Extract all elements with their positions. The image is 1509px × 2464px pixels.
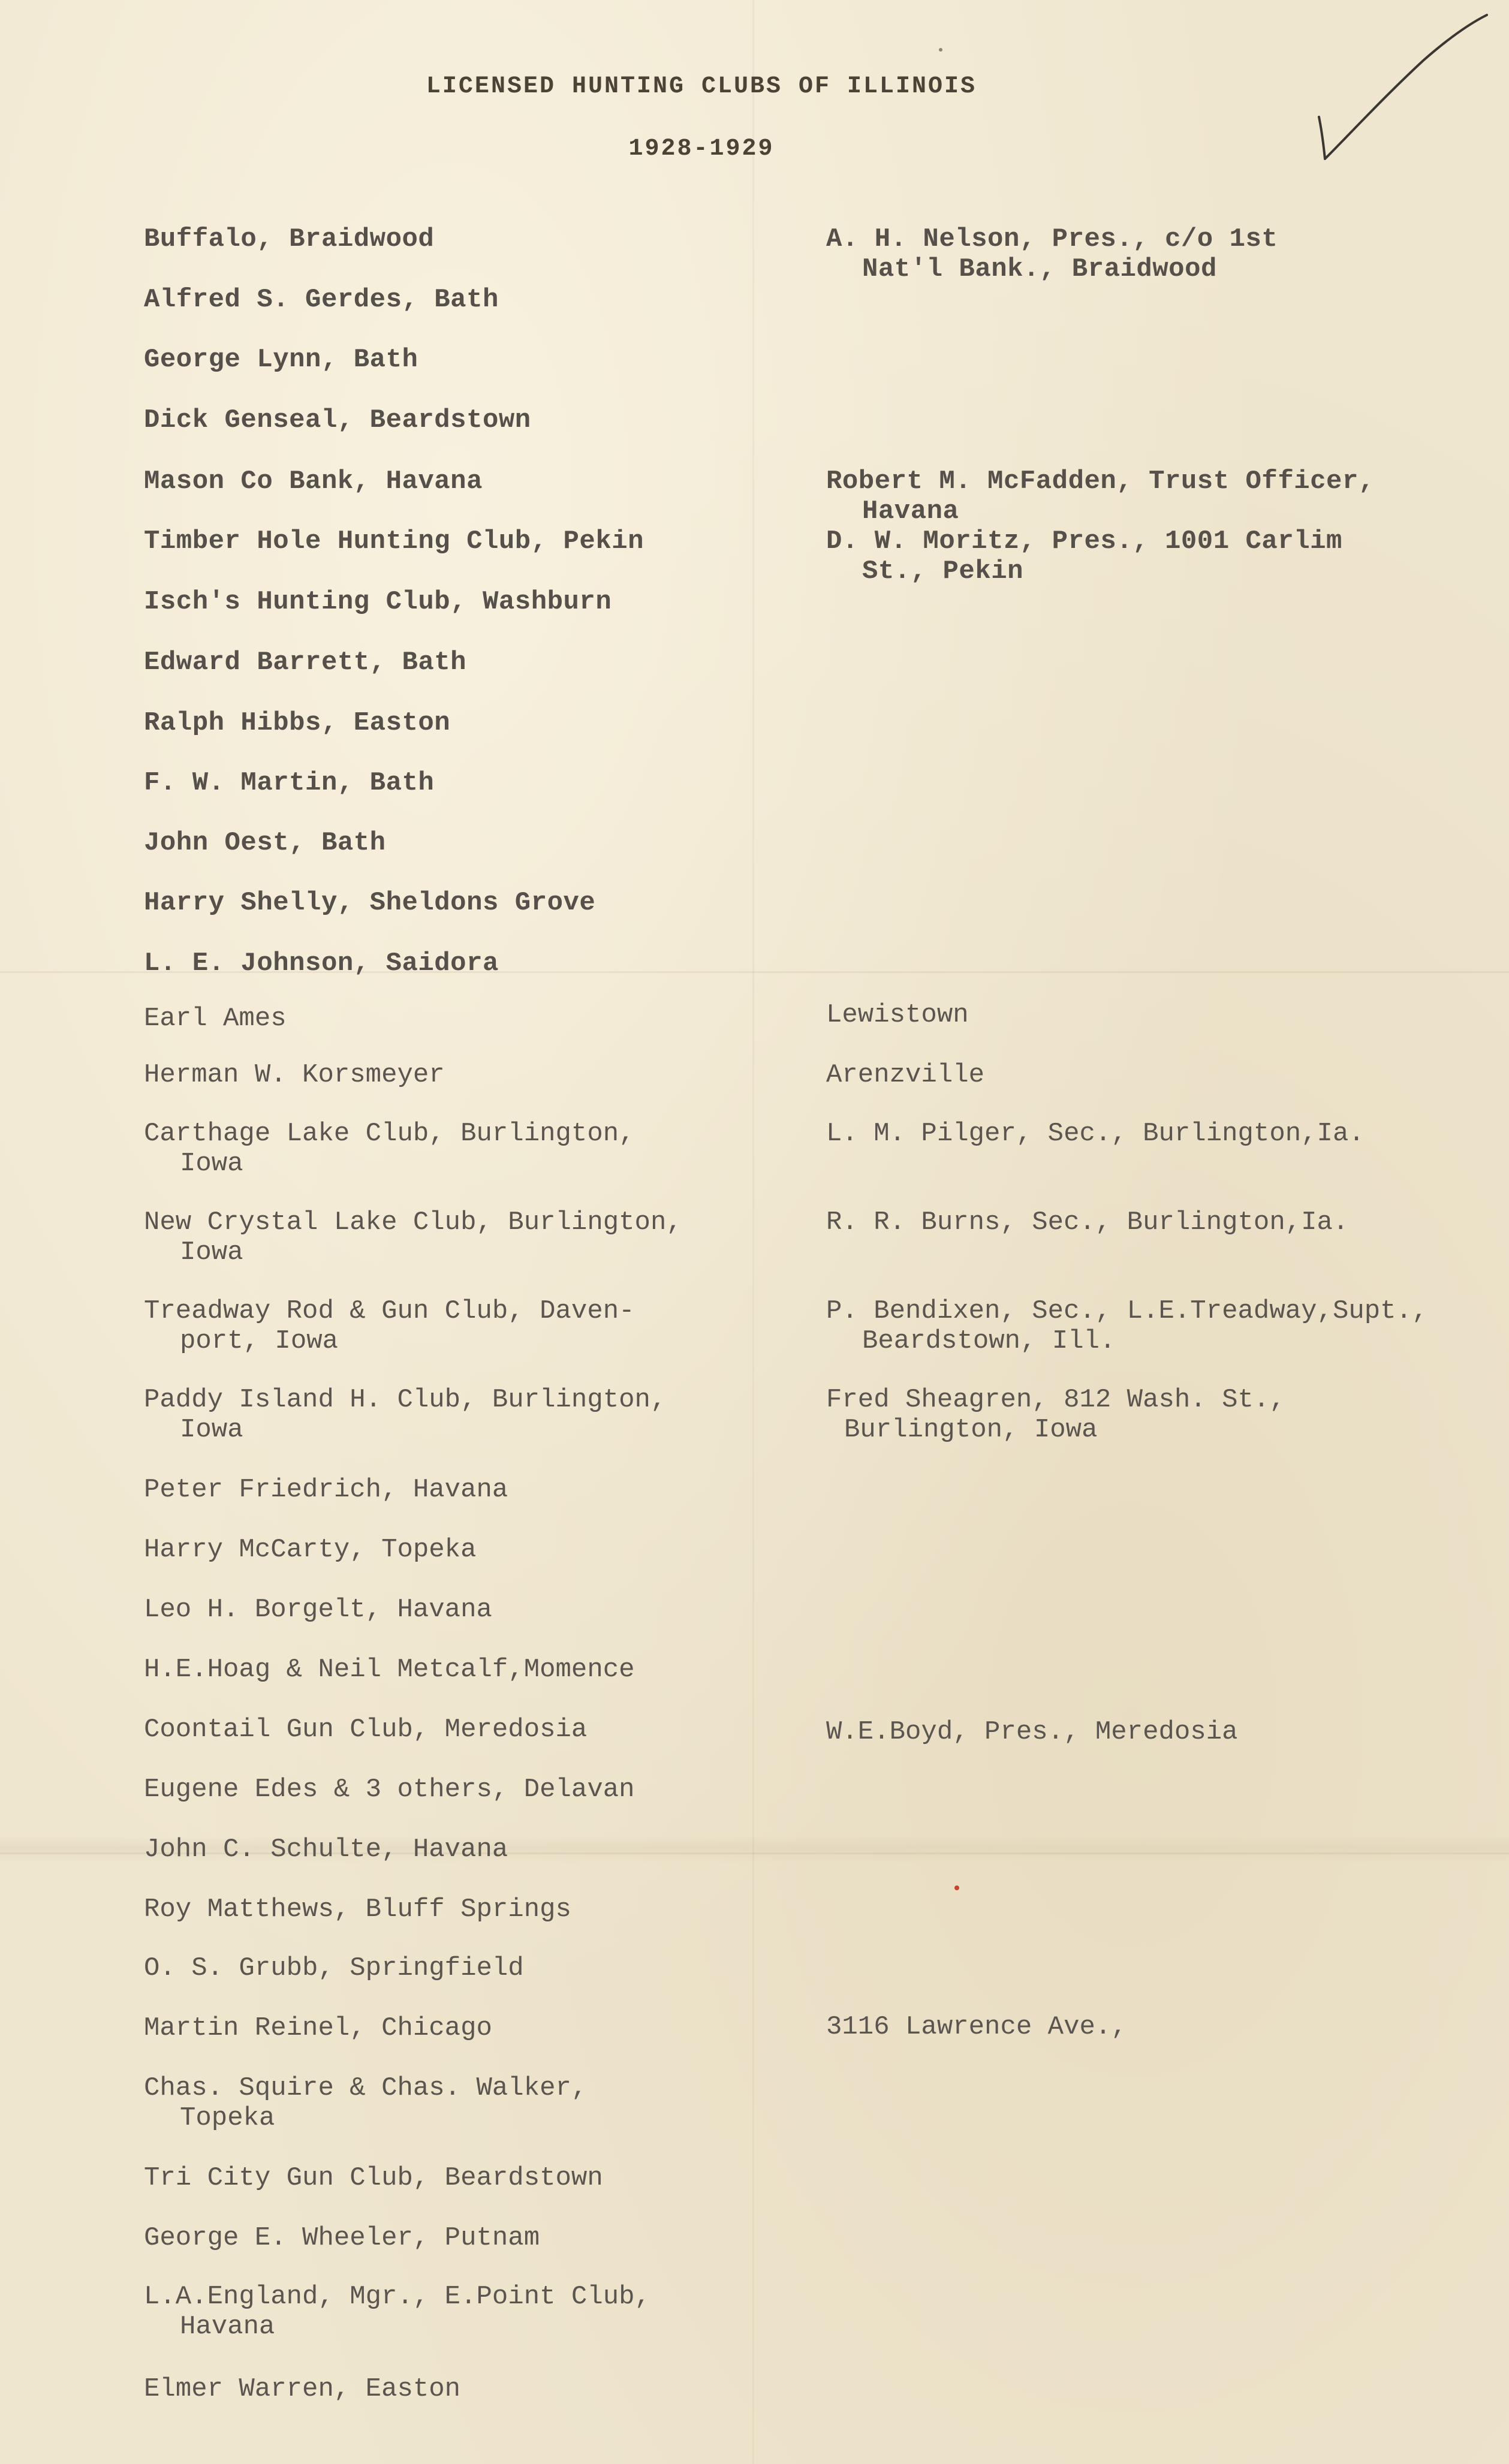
entry-left: Herman W. Korsmeyer bbox=[144, 1060, 445, 1090]
entry-left: Roy Matthews, Bluff Springs bbox=[144, 1894, 571, 1924]
entry-left: Earl Ames bbox=[144, 1004, 287, 1034]
entry-left: Eugene Edes & 3 others, Delavan bbox=[144, 1775, 635, 1805]
entry-right: L. M. Pilger, Sec., Burlington,Ia. bbox=[826, 1119, 1365, 1149]
entry-left: Peter Friedrich, Havana bbox=[144, 1475, 508, 1505]
entry-left: L.A.England, Mgr., E.Point Club, Havana bbox=[144, 2282, 650, 2342]
entry-left: Harry McCarty, Topeka bbox=[144, 1535, 477, 1565]
ink-fleck bbox=[954, 1885, 959, 1890]
entry-right: D. W. Moritz, Pres., 1001 Carlim St., Pekin bbox=[826, 526, 1342, 586]
entry-left: New Crystal Lake Club, Burlington, Iowa bbox=[144, 1207, 682, 1267]
entry-left: Tri City Gun Club, Beardstown bbox=[144, 2163, 603, 2193]
entry-left: Carthage Lake Club, Burlington, Iowa bbox=[144, 1119, 635, 1179]
entry-left: Dick Genseal, Beardstown bbox=[144, 405, 531, 435]
entry-left: Isch's Hunting Club, Washburn bbox=[144, 587, 612, 617]
entry-right: P. Bendixen, Sec., L.E.Treadway,Supt., Beardstown, Ill. bbox=[826, 1296, 1428, 1356]
entry-left: Martin Reinel, Chicago bbox=[144, 2013, 492, 2043]
entry-left: Paddy Island H. Club, Burlington, Iowa bbox=[144, 1385, 667, 1445]
entry-right: Fred Sheagren, 812 Wash. St., Burlington, Iowa bbox=[826, 1385, 1285, 1445]
entry-right: Arenzville bbox=[826, 1060, 985, 1090]
entry-left: Coontail Gun Club, Meredosia bbox=[144, 1715, 588, 1745]
entry-right: Lewistown bbox=[826, 1000, 969, 1030]
entry-left: Treadway Rod & Gun Club, Daven- port, Iowa bbox=[144, 1296, 635, 1356]
entry-right: A. H. Nelson, Pres., c/o 1st Nat'l Bank., Braidwood bbox=[826, 224, 1278, 284]
entry-left: F. W. Martin, Bath bbox=[144, 768, 435, 798]
entry-left: Ralph Hibbs, Easton bbox=[144, 708, 451, 738]
entry-left: Buffalo, Braidwood bbox=[144, 224, 435, 254]
document-title: LICENSED HUNTING CLUBS OF ILLINOIS bbox=[426, 73, 977, 100]
document-season: 1928-1929 bbox=[628, 135, 775, 162]
entry-left: Mason Co Bank, Havana bbox=[144, 466, 483, 496]
entry-left: H.E.Hoag & Neil Metcalf,Momence bbox=[144, 1655, 635, 1685]
entry-left: Elmer Warren, Easton bbox=[144, 2374, 461, 2404]
entry-left: Leo H. Borgelt, Havana bbox=[144, 1595, 492, 1625]
entry-left: O. S. Grubb, Springfield bbox=[144, 1953, 524, 1983]
entry-left: John C. Schulte, Havana bbox=[144, 1835, 508, 1864]
entry-right: W.E.Boyd, Pres., Meredosia bbox=[826, 1717, 1238, 1747]
entry-right: Robert M. McFadden, Trust Officer, Havana bbox=[826, 466, 1375, 526]
entry-left: L. E. Johnson, Saidora bbox=[144, 948, 499, 978]
entry-left: George E. Wheeler, Putnam bbox=[144, 2223, 540, 2253]
entry-left: Edward Barrett, Bath bbox=[144, 647, 467, 677]
entry-left: Alfred S. Gerdes, Bath bbox=[144, 285, 499, 315]
entry-right: 3116 Lawrence Ave., bbox=[826, 2012, 1127, 2042]
ink-fleck bbox=[939, 48, 942, 52]
entry-left: George Lynn, Bath bbox=[144, 345, 418, 375]
entry-left: Timber Hole Hunting Club, Pekin bbox=[144, 526, 644, 556]
entry-right: R. R. Burns, Sec., Burlington,Ia. bbox=[826, 1207, 1349, 1237]
entry-left: Harry Shelly, Sheldons Grove bbox=[144, 888, 596, 918]
entry-left: Chas. Squire & Chas. Walker, Topeka bbox=[144, 2073, 588, 2133]
entry-left: John Oest, Bath bbox=[144, 828, 386, 858]
paper-fold-line bbox=[752, 0, 754, 2464]
